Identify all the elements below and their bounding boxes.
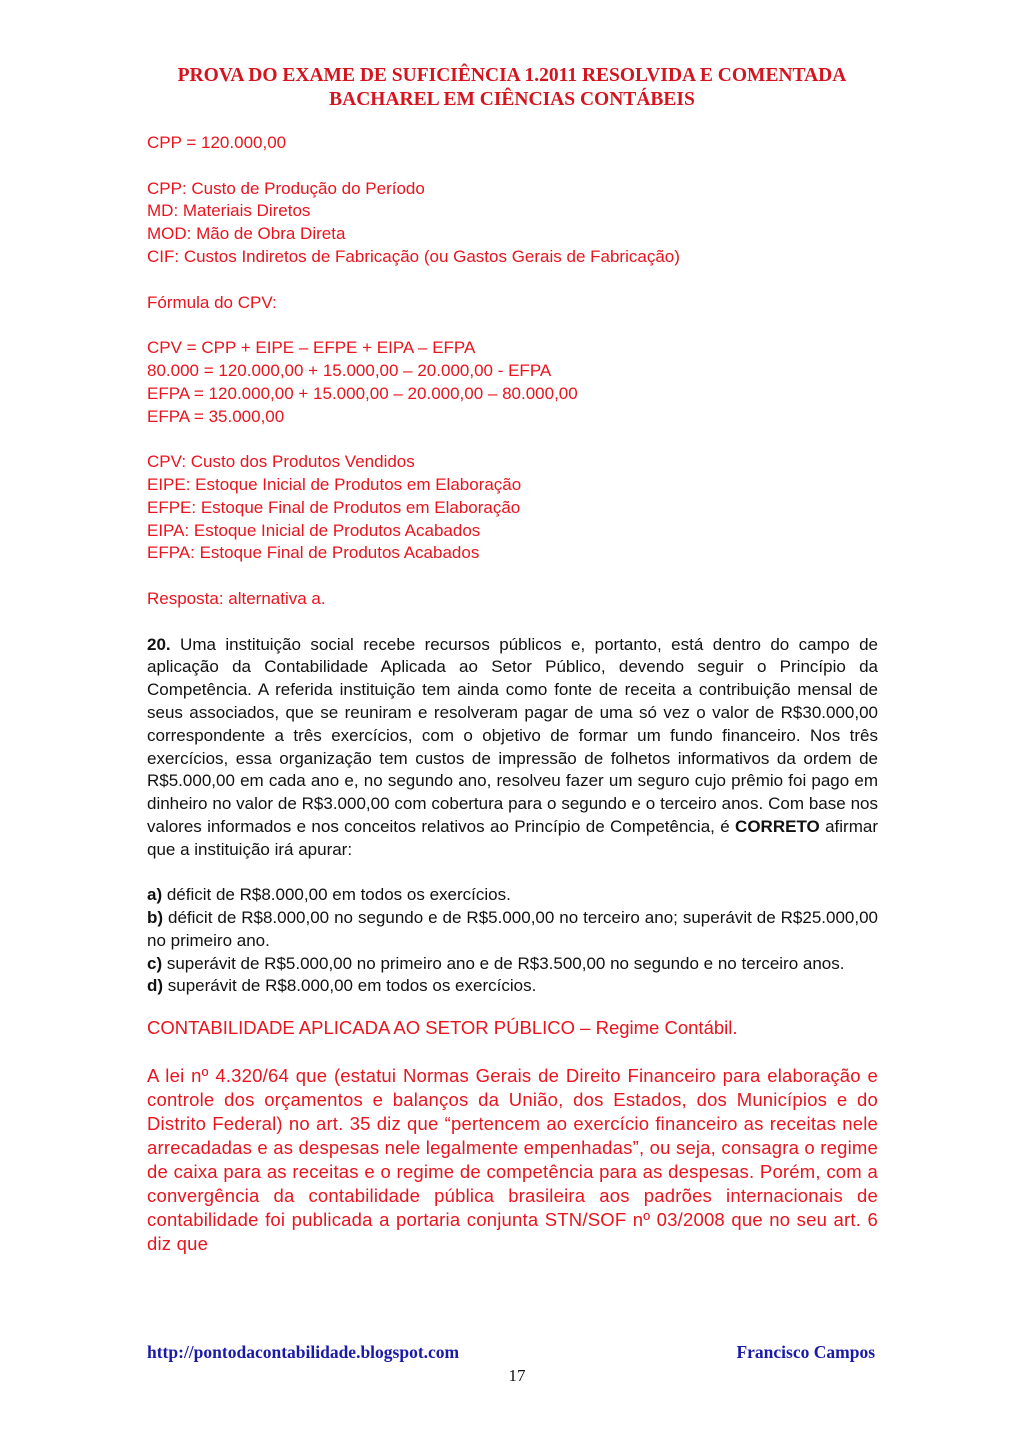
- formula-line: EFPA = 35.000,00: [147, 406, 285, 426]
- definition-item: EFPA: Estoque Final de Produtos Acabados: [147, 543, 480, 563]
- formula-line: 80.000 = 120.000,00 + 15.000,00 – 20.000,00 - EFPA: [147, 360, 552, 380]
- definitions-list-2: [147, 451, 878, 565]
- question-text: [147, 634, 878, 862]
- question-emphasis: CORRETO: [735, 816, 820, 836]
- definition-item: MD: Materiais Diretos: [147, 201, 311, 221]
- option-letter: a): [147, 885, 163, 905]
- option-letter: b): [147, 908, 164, 928]
- definition-item: CPV: Custo dos Produtos Vendidos: [147, 452, 415, 472]
- option-text: superávit de R$8.000,00 em todos os exercícios.: [163, 976, 537, 996]
- answer-line: Resposta: alternativa a.: [147, 588, 326, 608]
- question-body: Uma instituição social recebe recursos públicos e, portanto, está dentro do campo de aplicação da Contabilidade Aplicada ao Setor Público, devendo seguir o Princípio da Competência. A referida instituição tem ainda como fonte de receita a contribuição mensal de seus associados, que se reuniram e resolveram pagar de uma só vez o valor de R$30.000,00 correspondente a três exercícios, com o objetivo de formar um fundo financeiro. Nos três exercícios, essa organização tem custos de impressão de folhetos informativos da ordem de R$5.000,00 em cada ano e, no segundo ano, resolveu fazer um seguro cujo prêmio foi pago em dinheiro no valor de R$3.000,00 com cobertura para o segundo e o terceiro anos. Com base nos valores informados e nos conceitos relativos ao Princípio de Competência, é: [147, 634, 878, 836]
- document-header: [140, 64, 884, 112]
- option-b: [147, 907, 878, 953]
- footer-link[interactable]: http://pontodacontabilidade.blogspot.com: [147, 1342, 460, 1362]
- document-body: [147, 132, 878, 1256]
- option-d: [147, 975, 878, 998]
- definition-item: CPP: Custo de Produção do Período: [147, 178, 425, 198]
- footer-author: Francisco Campos: [736, 1342, 875, 1362]
- page-number: 17: [508, 1366, 526, 1385]
- definition-item: EIPE: Estoque Inicial de Produtos em Elaboração: [147, 474, 522, 494]
- options-list: [147, 884, 878, 998]
- definitions-list-1: [147, 178, 878, 269]
- option-c: [147, 953, 878, 976]
- definition-item: MOD: Mão de Obra Direta: [147, 224, 346, 244]
- definition-item: EIPA: Estoque Inicial de Produtos Acabados: [147, 520, 481, 540]
- page-footer: [147, 1342, 875, 1364]
- option-text: déficit de R$8.000,00 no segundo e de R$5.000,00 no terceiro ano; superávit de R$25.000,00 no primeiro ano.: [147, 908, 878, 950]
- option-letter: c): [147, 953, 163, 973]
- header-title: PROVA DO EXAME DE SUFICIÊNCIA 1.2011 RESOLVIDA E COMENTADA: [177, 65, 847, 86]
- option-letter: d): [147, 976, 164, 996]
- question-ending: afirmar que a instituição irá apurar:: [147, 816, 878, 859]
- formula-title: Fórmula do CPV:: [147, 292, 277, 312]
- option-text: déficit de R$8.000,00 em todos os exercícios.: [162, 885, 511, 905]
- section-title: CONTABILIDADE APLICADA AO SETOR PÚBLICO – Regime Contábil.: [147, 1017, 738, 1039]
- formula-lines: [147, 337, 878, 428]
- definition-item: CIF: Custos Indiretos de Fabricação (ou Gastos Gerais de Fabricação): [147, 246, 680, 266]
- formula-line: EFPA = 120.000,00 + 15.000,00 – 20.000,00 – 80.000,00: [147, 383, 578, 403]
- option-text: superávit de R$5.000,00 no primeiro ano e de R$3.500,00 no segundo e no terceiro anos.: [162, 953, 845, 973]
- definition-item: EFPE: Estoque Final de Produtos em Elaboração: [147, 497, 521, 517]
- header-subtitle: BACHAREL EM CIÊNCIAS CONTÁBEIS: [329, 89, 695, 110]
- commentary-paragraph: A lei nº 4.320/64 que (estatui Normas Gerais de Direito Financeiro para elaboração e controle dos orçamentos e balanços da União, dos Estados, dos Municípios e do Distrito Federal) no art. 35 diz que “pertencem ao exercício financeiro as receitas nele arrecadadas e as despesas nele legalmente empenhadas”, ou seja, consagra o regime de caixa para as receitas e o regime de competência para as despesas. Porém, com a convergência da contabilidade pública brasileira aos padrões internacionais de contabilidade foi publicada a portaria conjunta STN/SOF nº 03/2008 que no seu art. 6 diz que: [147, 1065, 878, 1255]
- option-a: [147, 884, 878, 907]
- formula-line: CPV = CPP + EIPE – EFPE + EIPA – EFPA: [147, 338, 476, 358]
- cpp-value: CPP = 120.000,00: [147, 133, 287, 152]
- question-number: 20.: [147, 634, 171, 654]
